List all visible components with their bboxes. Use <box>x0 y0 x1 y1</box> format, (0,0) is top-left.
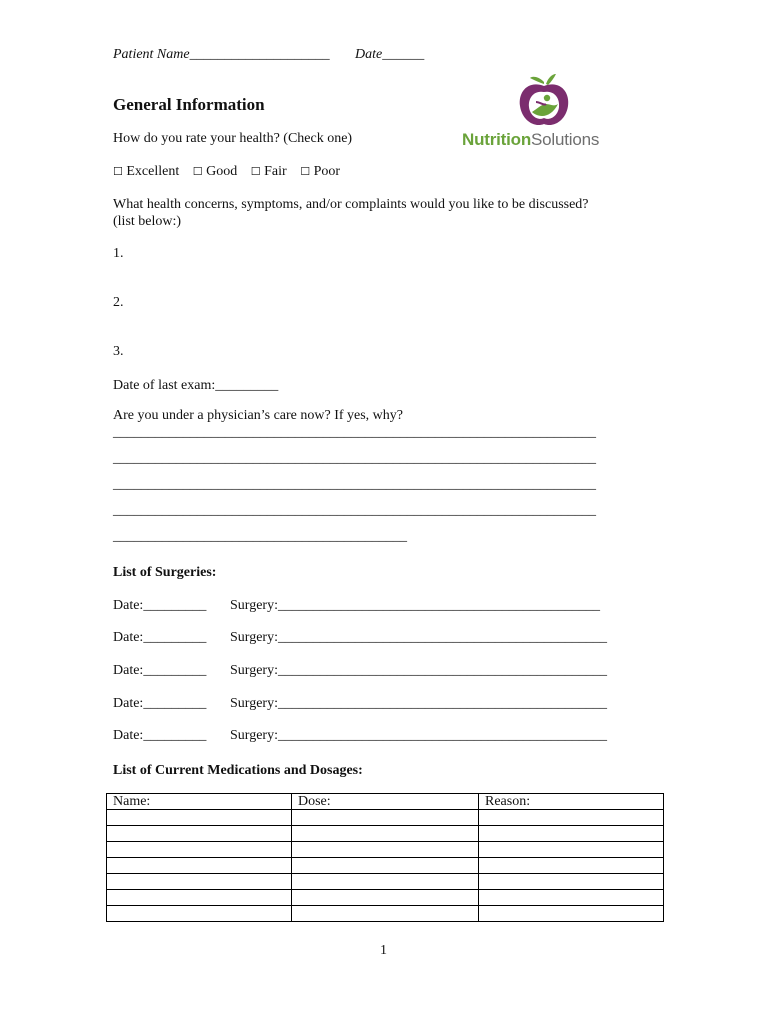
answer-line[interactable]: _____________________________________________________________________ <box>113 477 596 492</box>
surgery-name-field[interactable]: Surgery:_______________________________________________ <box>230 728 607 743</box>
table-cell[interactable] <box>107 874 292 890</box>
last-exam-field[interactable]: Date of last exam:_________ <box>113 378 279 393</box>
table-cell[interactable] <box>292 810 479 826</box>
date-field[interactable]: Date______ <box>355 47 425 62</box>
checkbox-poor[interactable]: ☐ <box>300 165 311 178</box>
medications-title: List of Current Medications and Dosages: <box>113 763 363 778</box>
answer-line[interactable]: _____________________________________________________________________ <box>113 451 596 466</box>
table-cell[interactable] <box>292 874 479 890</box>
surgery-date-field[interactable]: Date:_________ <box>113 598 207 613</box>
concerns-question: What health concerns, symptoms, and/or complaints would you like to be discussed? <box>113 197 589 212</box>
answer-line[interactable]: _____________________________________________________________________ <box>113 425 596 440</box>
logo-text-solutions: Solutions <box>531 130 600 149</box>
page-number: 1 <box>380 943 387 958</box>
option-fair-label: Fair <box>264 164 287 179</box>
answer-line[interactable]: _____________________________________________________________________ <box>113 503 596 518</box>
health-rating-options <box>113 164 340 180</box>
table-cell[interactable] <box>292 858 479 874</box>
table-cell[interactable] <box>292 826 479 842</box>
option-excellent-label: Excellent <box>126 164 180 179</box>
table-cell[interactable] <box>479 826 664 842</box>
table-cell[interactable] <box>479 890 664 906</box>
table-row <box>107 874 664 890</box>
table-row <box>107 890 664 906</box>
table-row <box>107 826 664 842</box>
option-poor-label: Poor <box>313 164 341 179</box>
table-cell[interactable] <box>107 810 292 826</box>
rate-health-question: How do you rate your health? (Check one) <box>113 131 353 146</box>
table-cell[interactable] <box>479 906 664 922</box>
answer-line[interactable]: __________________________________________ <box>113 529 407 544</box>
surgery-date-field[interactable]: Date:_________ <box>113 663 207 678</box>
table-cell[interactable] <box>479 810 664 826</box>
surgery-name-field[interactable]: Surgery:_______________________________________________ <box>230 630 607 645</box>
section-title: General Information <box>113 95 265 114</box>
table-cell[interactable] <box>479 874 664 890</box>
checkbox-fair[interactable]: ☐ <box>250 165 261 178</box>
table-row <box>107 810 664 826</box>
surgery-name-field[interactable]: Surgery:______________________________________________ <box>230 598 600 613</box>
surgery-name-field[interactable]: Surgery:_______________________________________________ <box>230 663 607 678</box>
apple-icon <box>462 74 632 130</box>
table-cell[interactable] <box>479 842 664 858</box>
surgery-name-field[interactable]: Surgery:_______________________________________________ <box>230 696 607 711</box>
table-row <box>107 906 664 922</box>
table-cell[interactable] <box>107 858 292 874</box>
logo-text-nutrition: Nutrition <box>462 130 532 149</box>
table-row <box>107 842 664 858</box>
table-header-row <box>107 794 664 810</box>
physician-question: Are you under a physician’s care now? If yes, why? <box>113 408 404 423</box>
concern-item-1[interactable]: 1. <box>113 246 124 261</box>
surgeries-title: List of Surgeries: <box>113 565 217 580</box>
table-cell[interactable] <box>107 906 292 922</box>
concern-item-2[interactable]: 2. <box>113 295 124 310</box>
table-cell[interactable] <box>107 842 292 858</box>
surgery-date-field[interactable]: Date:_________ <box>113 630 207 645</box>
table-cell[interactable] <box>479 858 664 874</box>
table-cell[interactable] <box>292 890 479 906</box>
surgery-date-field[interactable]: Date:_________ <box>113 728 207 743</box>
table-cell[interactable] <box>107 826 292 842</box>
column-header-dose: Dose: <box>292 794 479 810</box>
column-header-reason: Reason: <box>479 794 664 810</box>
medications-table <box>106 793 664 922</box>
concern-item-3[interactable]: 3. <box>113 344 124 359</box>
table-cell[interactable] <box>107 890 292 906</box>
checkbox-good[interactable]: ☐ <box>192 165 203 178</box>
surgery-date-field[interactable]: Date:_________ <box>113 696 207 711</box>
checkbox-excellent[interactable]: ☐ <box>113 165 123 178</box>
table-cell[interactable] <box>292 906 479 922</box>
nutrition-solutions-logo <box>462 74 632 154</box>
table-cell[interactable] <box>292 842 479 858</box>
patient-name-field[interactable]: Patient Name____________________ <box>113 47 330 62</box>
table-row <box>107 858 664 874</box>
column-header-name: Name: <box>107 794 292 810</box>
option-good-label: Good <box>206 164 238 179</box>
concerns-instruction: (list below:) <box>113 214 182 229</box>
